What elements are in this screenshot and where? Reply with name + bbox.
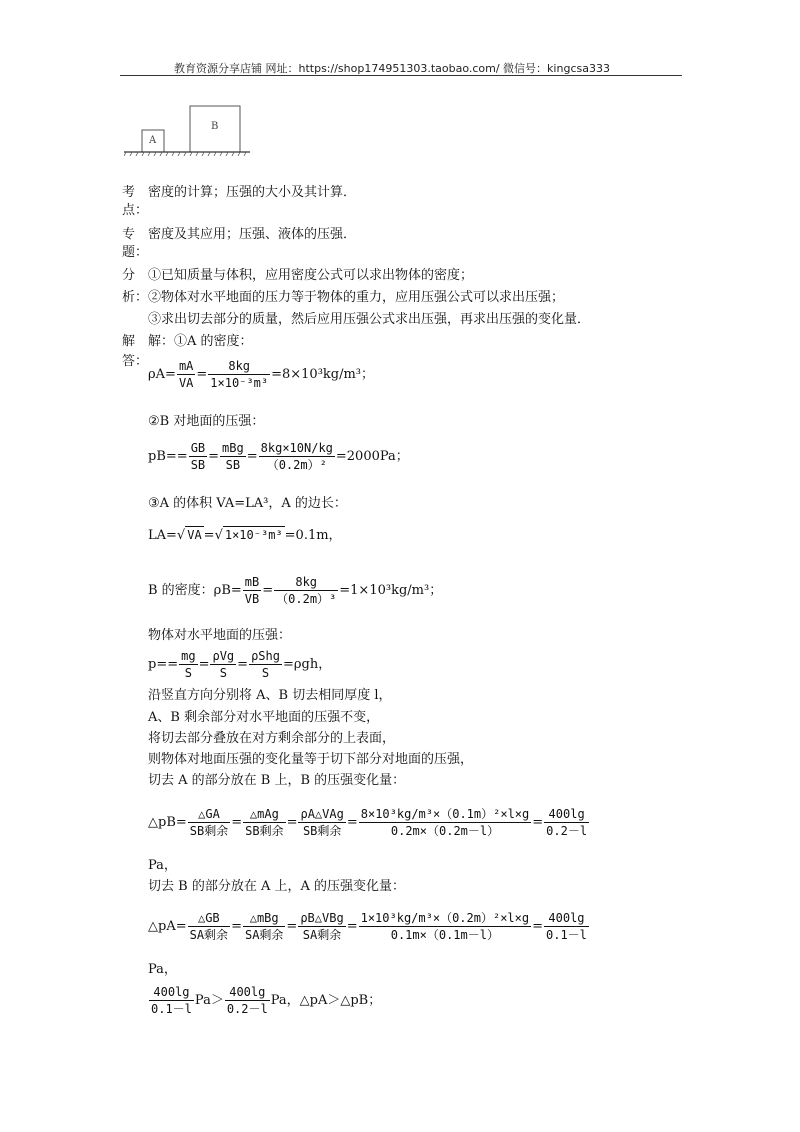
ground-hatch [124, 152, 246, 156]
page-header: 教育资源分享店铺 网址：https://shop174951303.taobao.com/ 微信号：kingcsa333 [174, 62, 610, 75]
formula-rho-b: B 的密度：ρB= $\frac{mB}{VB}$ = $\frac{8kg}{\text{（0.2m）³}}$ =1×10³kg/m³； [148, 575, 443, 606]
jieda-label-1: 解 [122, 334, 136, 349]
fenxi-line-1: ①已知质量与体积，应用密度公式可以求出物体的密度； [148, 268, 474, 283]
unit-pa-2: Pa， [148, 962, 177, 977]
block-b-label: B [211, 121, 219, 132]
zhuanti-label-2: 题： [122, 245, 149, 260]
blocks-figure [124, 104, 250, 156]
jieda-label-2: 答： [122, 354, 149, 369]
kaodian-text: 密度的计算；压强的大小及其计算． [148, 185, 357, 200]
explain-line-4: 则物体对地面压强的变化量等于切下部分对地面的压强， [148, 752, 474, 767]
explain-line-6: 切去 B 的部分放在 A 上，A 的压强变化量： [148, 879, 405, 894]
fenxi-line-2: ②物体对水平地面的压力等于物体的重力，应用压强公式可以求出压强； [148, 290, 565, 305]
formula-p-b: pB== $\frac{GB}{SB}$ = $\frac{\text{mBg}}{SB}$ = $\frac{8kg\times 10N/kg}{\text{（0.2m）²}}$ =2000Pa； [148, 441, 409, 472]
zhuanti-text: 密度及其应用；压强、液体的压强． [148, 227, 357, 242]
formula-compare: $\frac{400\lg}{0.1-l}$ Pa＞ $\frac{400\lg}{0.2-l}$ Pa，△pA＞△pB； [151, 985, 382, 1016]
pressure-intro: 物体对水平地面的压强： [148, 628, 292, 643]
blocks-drawing [124, 104, 250, 156]
formula-rho-a: ρA= $\frac{mA}{VA}$ = $\frac{8kg}{\text{1×10⁻³m³}}$ =8×10³kg/m³； [148, 359, 375, 390]
kaodian-label-1: 考 [122, 185, 136, 200]
explain-line-5: 切去 A 的部分放在 B 上，B 的压强变化量： [148, 773, 406, 788]
fenxi-label-2: 析： [122, 290, 149, 305]
formula-p-general: p== $\frac{mg}{S}$ = $\frac{\text{ρVg}}{S}$ = $\frac{\text{ρShg}}{S}$ =ρgh， [148, 649, 332, 680]
unit-pa-1: Pa， [148, 858, 177, 873]
jieda-intro: 解：①A 的密度： [148, 334, 253, 349]
explain-line-3: 将切去部分叠放在对方剩余部分的上表面， [148, 731, 396, 746]
block-a-label: A [149, 135, 157, 146]
fenxi-line-3: ③求出切去部分的质量，然后应用压强公式求出压强，再求出压强的变化量． [148, 312, 591, 327]
formula-l-a: LA=√ VA =√ 1×10⁻³m³ =0.1m， [148, 528, 342, 543]
explain-line-2: A、B 剩余部分对水平地面的压强不变， [148, 710, 380, 725]
kaodian-label-2: 点： [122, 203, 149, 218]
step-2-title: ②B 对地面的压强： [148, 414, 265, 429]
formula-delta-p-b: △pB= $\frac{\triangle GA}{\text{SB剩余}}$ = $\frac{\text{△mAg}}{\text{SB剩余}}$ = $\frac{\text{ρA△VAg}}{\text{SB剩余}}$ = $\frac{\text{8×10³kg/m³×（0.1m）²×l×g}}{0.2m\times(0.2m-l)}$ = $\frac{400\lg}{0.2-l}$ [148, 807, 588, 838]
header-rule [120, 75, 682, 76]
fenxi-label-1: 分 [122, 268, 136, 283]
formula-delta-p-a: △pA= $\frac{\triangle GB}{\text{SA剩余}}$ = $\frac{\text{△mBg}}{\text{SA剩余}}$ = $\frac{\text{ρB△VBg}}{\text{SA剩余}}$ = $\frac{\text{1×10³kg/m³×（0.2m）²×l×g}}{0.1m\times(0.1m-l)}$ = $\frac{400\lg}{0.1-l}$ [148, 911, 587, 942]
explain-line-1: 沿竖直方向分别将 A、B 切去相同厚度 l， [148, 688, 392, 703]
zhuanti-label-1: 专 [122, 227, 136, 242]
step-3-title: ③A 的体积 VA=LA³，A 的边长： [148, 496, 347, 511]
